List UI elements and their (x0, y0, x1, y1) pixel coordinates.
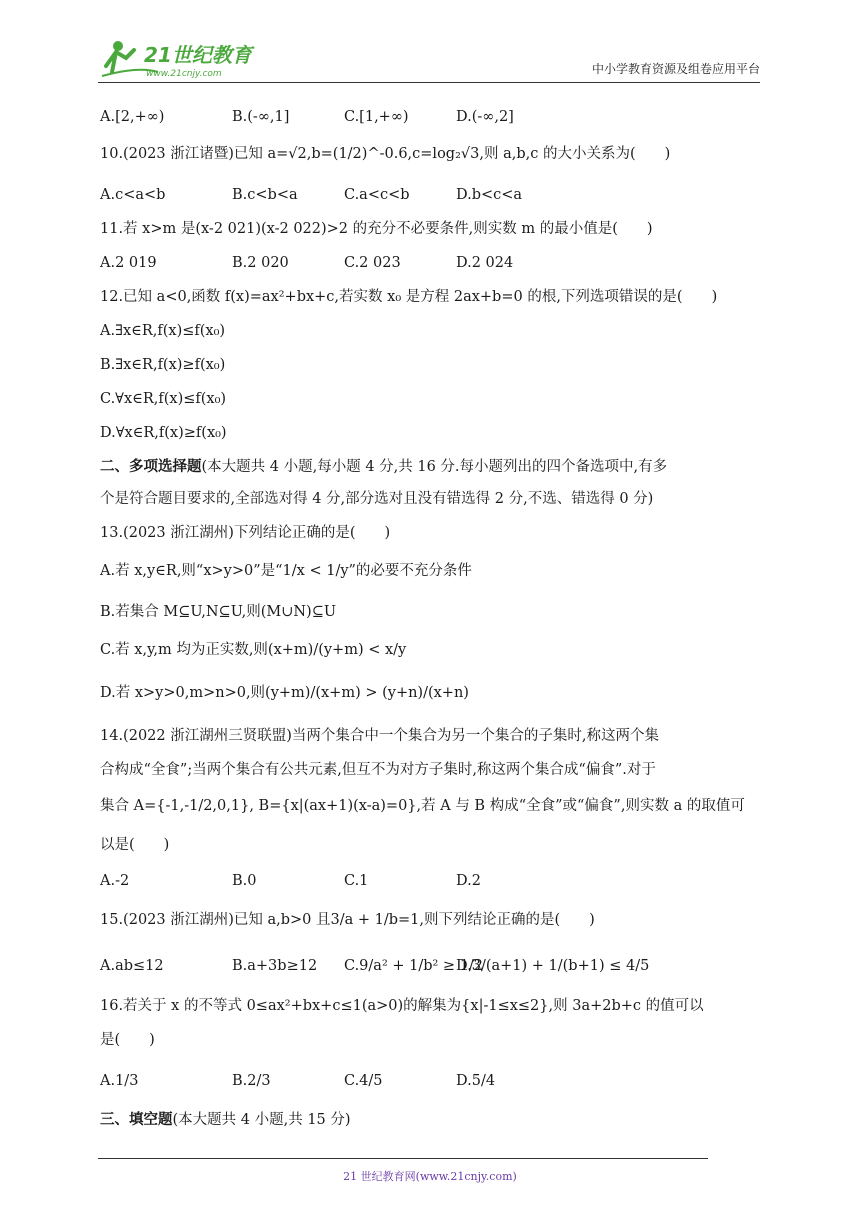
q16-stem-line2: 是( ) (100, 1032, 155, 1048)
q10-option-d[interactable]: D.b<c<a (456, 187, 523, 203)
q14-stem-line1: 14.(2022 浙江湖州三贤联盟)当两个集合中一个集合为另一个集合的子集时,称这两个集 (100, 728, 659, 744)
q14-option-c[interactable]: C.1 (344, 873, 369, 889)
q16-option-a[interactable]: A.1/3 (100, 1073, 139, 1089)
q13-stem: 13.(2023 浙江湖州)下列结论正确的是( ) (100, 525, 391, 541)
q15-option-a[interactable]: A.ab≤12 (100, 958, 164, 974)
section3-heading (100, 1110, 351, 1130)
q12-option-a[interactable]: A.∃x∈R,f(x)≤f(x₀) (100, 323, 226, 339)
q13-option-d[interactable]: D.若 x>y>0,m>n>0,则(y+m)/(x+m) > (y+n)/(x+n) (100, 685, 469, 701)
q14-option-b[interactable]: B.0 (232, 873, 257, 889)
q11-option-b[interactable]: B.2 020 (232, 255, 289, 271)
q10-option-b[interactable]: B.c<b<a (232, 187, 298, 203)
footer-text[interactable]: 21 世纪教育网(www.21cnjy.com) (343, 1170, 517, 1183)
q12-option-c[interactable]: C.∀x∈R,f(x)≤f(x₀) (100, 391, 227, 407)
q11-option-c[interactable]: C.2 023 (344, 255, 401, 271)
q10-option-c[interactable]: C.a<c<b (344, 187, 410, 203)
logo-icon (98, 36, 298, 82)
q11-option-d[interactable]: D.2 024 (456, 255, 514, 271)
q15-option-b[interactable]: B.a+3b≥12 (232, 958, 318, 974)
q14-stem-line3: 集合 A={-1,-1/2,0,1}, B={x|(ax+1)(x-a)=0},若 A 与 B 构成“全食”或“偏食”,则实数 a 的取值可 (100, 798, 745, 814)
q15-option-c[interactable]: C.9/a² + 1/b² ≥ 1/2 (344, 958, 484, 974)
footer-divider (98, 1158, 708, 1159)
q9-option-d[interactable]: D.(-∞,2] (456, 109, 514, 125)
q10-stem: 10.(2023 浙江诸暨)已知 a=√2,b=(1/2)^-0.6,c=log₂√3,则 a,b,c 的大小关系为( ) (100, 146, 671, 162)
section2-heading (100, 457, 667, 477)
svg-text:www.21cnjy.com: www.21cnjy.com (146, 69, 222, 79)
q12-stem: 12.已知 a<0,函数 f(x)=ax²+bx+c,若实数 x₀ 是方程 2ax+b=0 的根,下列选项错误的是( ) (100, 289, 718, 305)
q13-option-b[interactable]: B.若集合 M⊆U,N⊆U,则(M∪N)⊆U (100, 604, 337, 620)
q14-stem-line4: 以是( ) (100, 837, 170, 853)
q11-stem: 11.若 x>m 是(x-2 021)(x-2 022)>2 的充分不必要条件,则实数 m 的最小值是( ) (100, 221, 653, 237)
q12-option-b[interactable]: B.∃x∈R,f(x)≥f(x₀) (100, 357, 226, 373)
q15-stem: 15.(2023 浙江湖州)已知 a,b>0 且3/a + 1/b=1,则下列结论正确的是( ) (100, 912, 595, 928)
section3-title: 三、填空题 (100, 1112, 173, 1128)
q9-option-b[interactable]: B.(-∞,1] (232, 109, 290, 125)
q14-stem-line2: 合构成“全食”;当两个集合有公共元素,但互不为对方子集时,称这两个集合成“偏食”.对于 (100, 762, 656, 778)
header-divider (98, 82, 760, 83)
q14-option-a[interactable]: A.-2 (100, 873, 130, 889)
q13-option-c[interactable]: C.若 x,y,m 均为正实数,则(x+m)/(y+m) < x/y (100, 642, 407, 658)
q15-option-d[interactable]: D.3/(a+1) + 1/(b+1) ≤ 4/5 (456, 958, 650, 974)
platform-name: 中小学教育资源及组卷应用平台 (591, 62, 760, 76)
q9-option-c[interactable]: C.[1,+∞) (344, 109, 409, 125)
q16-stem-line1: 16.若关于 x 的不等式 0≤ax²+bx+c≤1(a>0)的解集为{x|-1≤x≤2},则 3a+2b+c 的值可以 (100, 998, 704, 1014)
q16-option-b[interactable]: B.2/3 (232, 1073, 271, 1089)
section2-desc2: 个是符合题目要求的,全部选对得 4 分,部分选对且没有错选得 2 分,不选、错选得 0 分) (100, 491, 654, 507)
q10-option-a[interactable]: A.c<a<b (100, 187, 166, 203)
q12-option-d[interactable]: D.∀x∈R,f(x)≥f(x₀) (100, 425, 227, 441)
section3-desc: (本大题共 4 小题,共 15 分) (172, 1112, 351, 1128)
section2-desc1: (本大题共 4 小题,每小题 4 分,共 16 分.每小题列出的四个备选项中,有多 (201, 459, 668, 475)
q9-option-a[interactable]: A.[2,+∞) (100, 109, 165, 125)
svg-text:21世纪教育: 21世纪教育 (144, 43, 252, 67)
section2-title: 二、多项选择题 (100, 459, 202, 475)
q16-option-c[interactable]: C.4/5 (344, 1073, 383, 1089)
q13-option-a[interactable]: A.若 x,y∈R,则“x>y>0”是“1/x < 1/y”的必要不充分条件 (100, 563, 472, 579)
q11-option-a[interactable]: A.2 019 (100, 255, 157, 271)
page-header (98, 36, 760, 82)
q14-option-d[interactable]: D.2 (456, 873, 481, 889)
q16-option-d[interactable]: D.5/4 (456, 1073, 496, 1089)
